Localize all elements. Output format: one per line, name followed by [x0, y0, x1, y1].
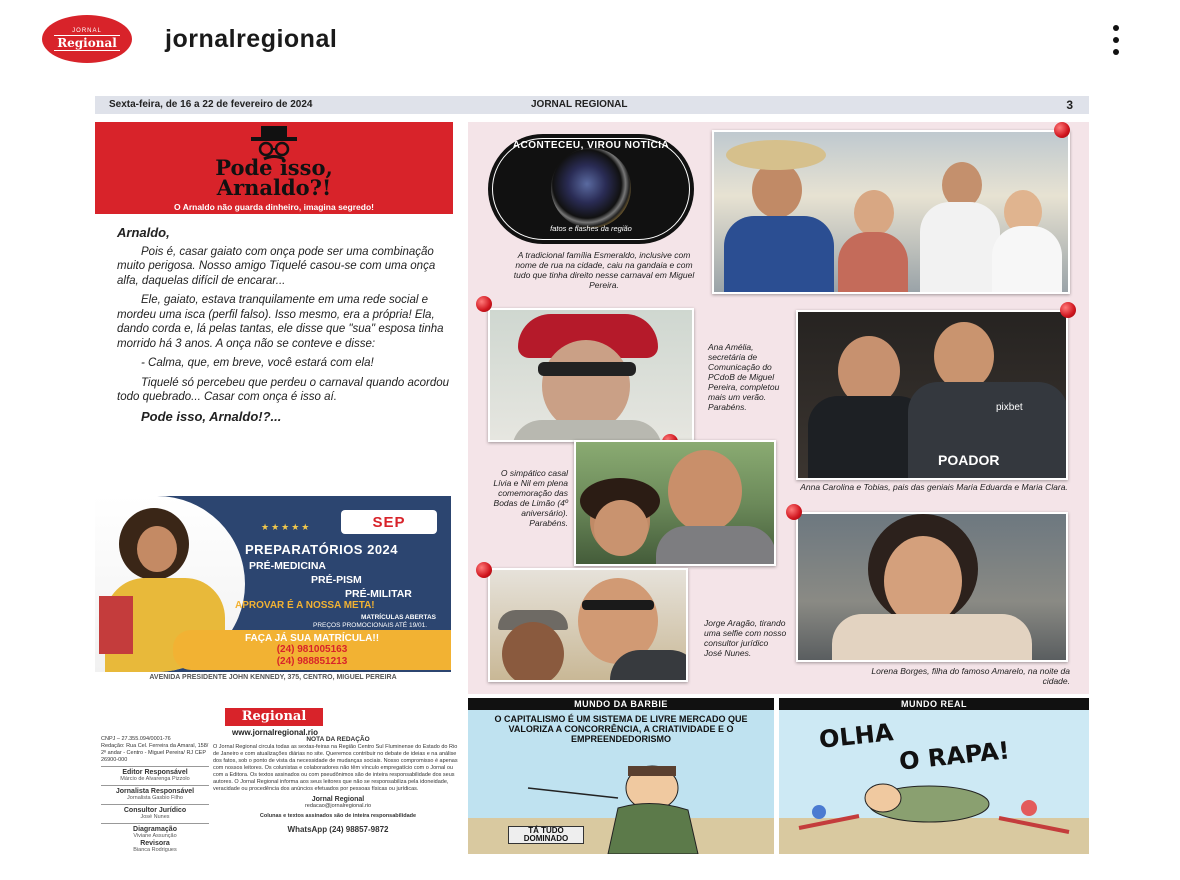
column-paragraph: Tiquelé só percebeu que perdeu o carnaval quando acordou todo quebrado... Casar com onça é isso aí.: [117, 376, 450, 403]
stamp-subtitle: fatos e flashes da região: [550, 224, 632, 233]
ad-cta-text: FAÇA JÁ SUA MATRÍCULA!!: [244, 633, 380, 644]
social-photos-section: [468, 122, 1089, 694]
footer-disclaimer: Colunas e textos assinados são de inteira responsabilidade: [259, 813, 417, 819]
footer-cnpj: CNPJ – 27.355.094/0001-76: [101, 736, 171, 742]
column-greeting: Arnaldo,: [117, 225, 170, 240]
column-subtitle: O Arnaldo não guarda dinheiro, imagina segredo!: [174, 202, 374, 212]
photo-lorena-borges[interactable]: [796, 512, 1068, 662]
page-journal-name: JORNAL REGIONAL: [531, 99, 628, 110]
staff-name: Bianca Rodrigues: [133, 847, 177, 853]
editorial-note: [213, 736, 463, 833]
cartoon-shout: OLHA: [817, 718, 895, 754]
footer-url[interactable]: www.jornalregional.rio: [232, 728, 318, 737]
cartoon-title: MUNDO REAL: [779, 698, 1089, 710]
ad-course: PRÉ-MEDICINA: [249, 560, 327, 572]
ad-course: PRÉ-PISM: [311, 574, 362, 586]
photo-family-esmeraldo[interactable]: [712, 130, 1070, 294]
cartoon-real-world: [779, 698, 1089, 854]
photo-caption: O simpático casal Lívia e Nil em plena comemoração das Bodas de Limão (4º aniversário). Parabéns.: [493, 468, 568, 528]
page-number: 3: [1066, 98, 1073, 112]
staff-role: Revisora: [140, 840, 170, 847]
pin-icon: [1060, 302, 1076, 318]
photo-caption: Anna Carolina e Tobias, pais das geniais Maria Eduarda e Maria Clara.: [800, 482, 1068, 492]
staff-name: Márcio de Alvarenga Pizzolo: [120, 776, 190, 782]
photo-jorge-aragao-selfie[interactable]: [488, 568, 688, 682]
ad-title: PREPARATÓRIOS 2024: [245, 542, 399, 557]
staff-role: Diagramação: [133, 826, 177, 833]
footer-address: Redação: Rua Cel. Ferreira da Amaral, 158/ 2º andar - Centro - Miguel Pereira/ RJ CEP 26900-000: [101, 743, 209, 763]
photo-caption: A tradicional família Esmeraldo, inclusive com nome de rua na cidade, caiu na gandaia e com tudo que tinha direito nesse carnaval em Miguel Pereira.: [513, 250, 695, 290]
shirt-text: pixbet: [996, 402, 1023, 413]
more-options-icon[interactable]: [1106, 25, 1126, 55]
photo-anna-carolina-tobias[interactable]: [796, 310, 1068, 480]
cartoon-shout: O RAPA!: [897, 736, 1011, 776]
page-top-bar: [95, 96, 1089, 114]
course-advertisement: [95, 496, 451, 672]
staff-list: [101, 736, 209, 854]
photo-livia-nil[interactable]: [574, 440, 776, 566]
ad-phone: (24) 988851213: [276, 656, 348, 667]
avatar-small-text: JORNAL: [72, 27, 102, 34]
ad-phone: (24) 981005163: [276, 644, 348, 655]
staff-role: Jornalista Responsável: [115, 788, 195, 795]
footer-whatsapp: WhatsApp (24) 98857-9872: [287, 825, 389, 834]
column-banner: [95, 122, 453, 214]
ad-enrollment: MATRÍCULAS ABERTAS: [361, 614, 436, 621]
column-text: [117, 226, 455, 429]
column-paragraph: Ele, gaiato, estava tranquilamente em uma rede social e mordeu uma isca (perfil falso). Isso mesmo, era a própria! Ela, dando corda e, lá pelas tantas, ele disse que "sua" esposa tinha morrido há 3 anos. A onça não se conteve e disse:: [117, 294, 444, 350]
pin-icon: [786, 504, 802, 520]
avatar[interactable]: [42, 15, 132, 63]
newspaper-page[interactable]: [95, 96, 1089, 856]
ad-logo: SEP: [341, 510, 437, 534]
cartoon-illustration: [779, 768, 1089, 854]
column-title: [95, 155, 453, 200]
ad-cta: [173, 630, 451, 670]
staff-role: Editor Responsável: [122, 769, 188, 776]
editorial-note-text: O Jornal Regional circula todas as sextas-feiras na Região Centro Sul Fluminense do Estado do Rio de Janeiro e com atualizações diárias no site. Queremos contribuir no debate de ideias e na análise dos fatos, sob o ponto de vista da necessidade de mudanças sociais. Nosso compromisso é apenas com nossos leitores. Os colunistas e colaboradores não têm vínculo empregatício com o Jornal ou com a Editora. Os textos assinados ou com pseudônimos são de inteira responsabilidade dos seus autores. O Jornal Regional informa aos seus leitores que não se responsabiliza pela idoneidade, veracidade ou procedência dos anúncios efetuados por pessoas físicas ou jurídicas.: [213, 744, 458, 792]
shirt-text: POADOR: [938, 452, 1000, 468]
staff-role: Consultor Jurídico: [123, 807, 187, 814]
column-signoff: Pode isso, Arnaldo!?...: [141, 408, 282, 424]
footer-email: redacao@jornalregional.rio: [304, 803, 372, 809]
photo-caption: Jorge Aragão, tirando uma selfie com nosso consultor jurídico José Nunes.: [704, 618, 787, 658]
photo-caption: Ana Amélia, secretária de Comunicação do PCdoB de Miguel Pereira, completou mais um verão. Parabéns.: [708, 342, 780, 412]
pin-icon: [476, 296, 492, 312]
staff-name: Viviane Assunção: [133, 833, 177, 839]
ad-promo: PREÇOS PROMOCIONAIS ATÉ 19/01.: [313, 622, 428, 629]
cartoon-title: MUNDO DA BARBIE: [468, 698, 774, 710]
stamp-title: ACONTECEU, VIROU NOTÍCIA: [512, 140, 670, 151]
cartoon-text: O CAPITALISMO É UM SISTEMA DE LIVRE MERCADO QUE VALORIZA A CONCORRÊNCIA, A CRIATIVIDADE E O EMPREENDEDORISMO: [494, 714, 748, 744]
avatar-logo-text: Regional: [54, 35, 120, 51]
ad-address: AVENIDA PRESIDENTE JOHN KENNEDY, 375, CENTRO, MIGUEL PEREIRA: [149, 674, 397, 681]
camera-lens-icon: [551, 148, 631, 228]
cartoon-barbie-world: [468, 698, 774, 854]
editorial-note-title: NOTA DA REDAÇÃO: [306, 736, 370, 743]
ad-course: PRÉ-MILITAR: [345, 588, 412, 600]
column-paragraph: - Calma, que, em breve, você estará com ela!: [141, 357, 374, 369]
app-header: [0, 0, 1180, 80]
photo-ana-amelia[interactable]: [488, 308, 694, 442]
footer-logo: Regional: [225, 708, 323, 726]
column-title-line1: Pode isso,: [215, 155, 333, 180]
pin-icon: [1054, 122, 1070, 138]
staff-name: Jornalista Gasbio Filho: [127, 795, 183, 801]
page-date: Sexta-feira, de 16 a 22 de fevereiro de 2024: [109, 99, 313, 110]
editorial-note-signature: Jornal Regional: [311, 796, 365, 803]
column-title-line2: Arnaldo?!: [216, 175, 332, 200]
cartoon-sign: TÁ TUDO DOMINADO: [508, 826, 584, 844]
column-paragraph: Pois é, casar gaiato com onça pode ser uma combinação muito perigosa. Nosso amigo Tiquelé casou-se com uma onça alfa, daquelas difícil de encarar...: [117, 245, 436, 287]
ad-stars: ★★★★★: [261, 522, 312, 532]
pin-icon: [476, 562, 492, 578]
username[interactable]: jornalregional: [165, 25, 338, 53]
staff-name: José Nunes: [140, 814, 170, 820]
photo-caption: Lorena Borges, filha do famoso Amarelo, na noite da cidade.: [871, 666, 1070, 686]
ad-slogan: APROVAR É A NOSSA META!: [235, 600, 375, 611]
section-stamp-logo: [488, 134, 694, 244]
